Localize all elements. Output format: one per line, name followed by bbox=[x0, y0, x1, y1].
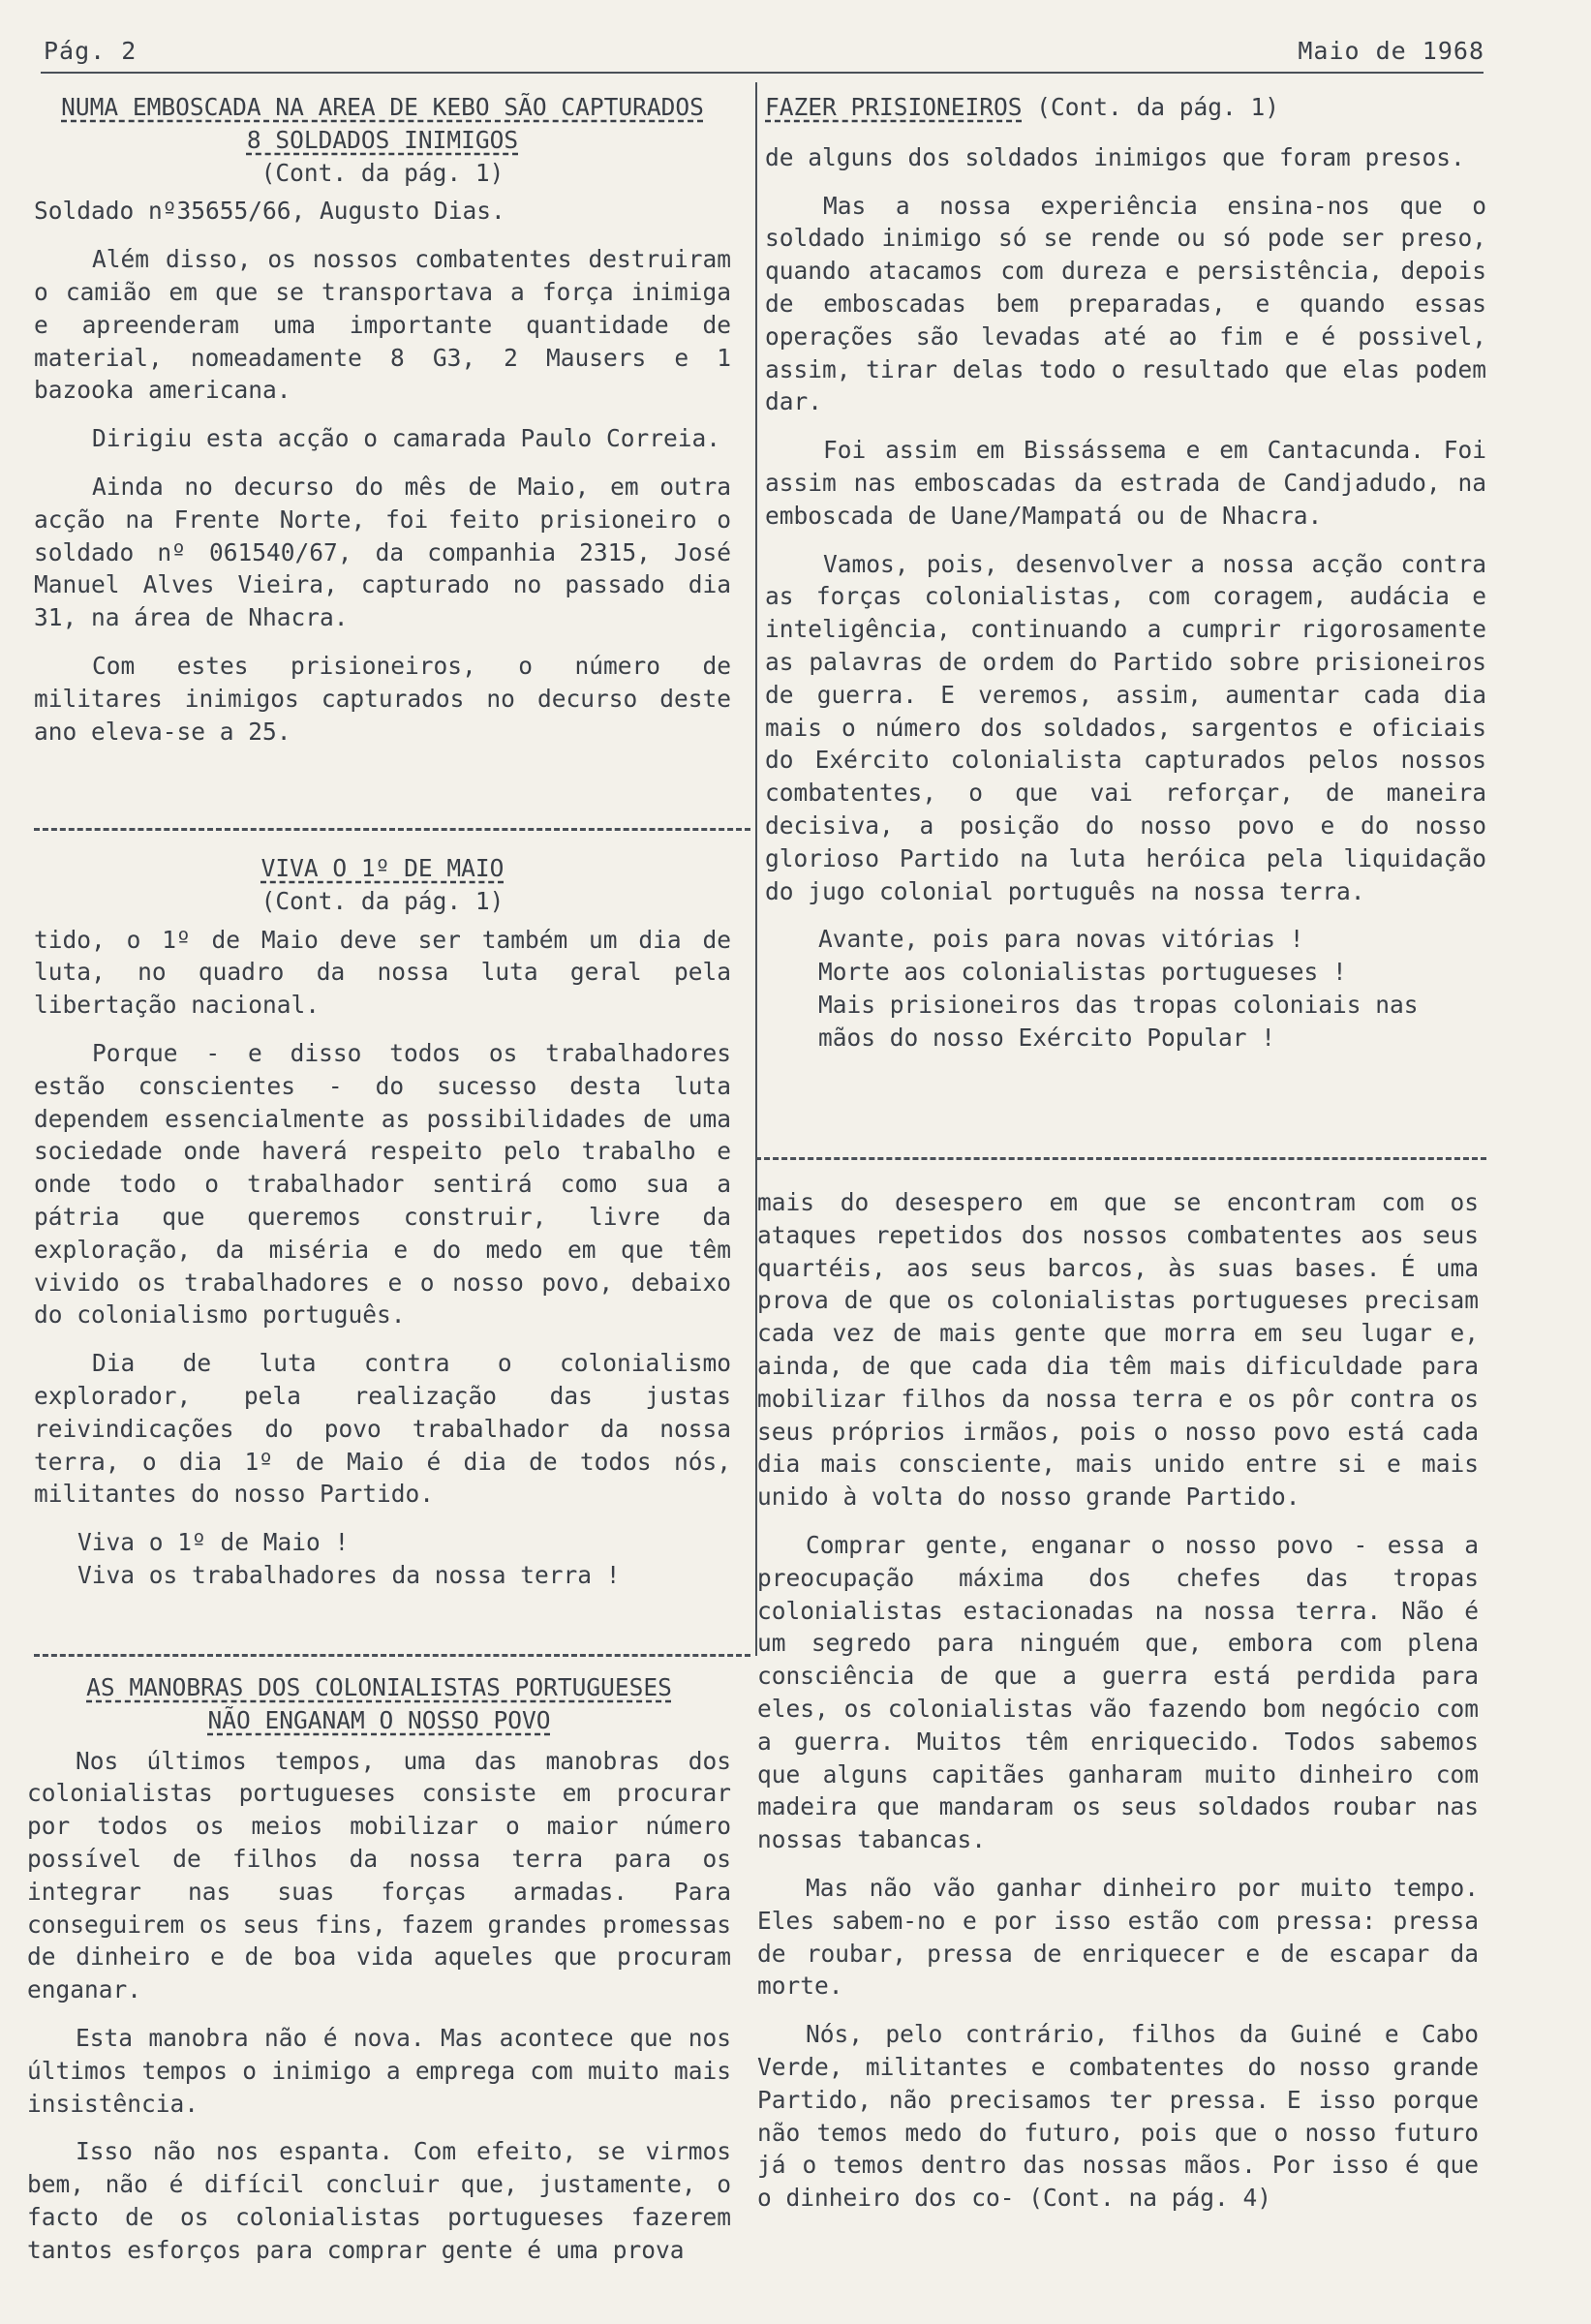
article-manobras bbox=[27, 1671, 731, 2282]
slogan-line: mãos do nosso Exército Popular ! bbox=[818, 1023, 1276, 1052]
article-paragraph: Nós, pelo contrário, filhos da Guiné e Cabo Verde, militantes e combatentes do nosso grande Partido, não precisamos ter pressa. E isso porque não temos medo do futuro, pois que o nosso futuro já o temos dentro das nossas mãos. Por isso é que o dinheiro dos co- (Cont. na pág. 4) bbox=[757, 2020, 1479, 2213]
continuation-note: (Cont. da pág. 1) bbox=[1036, 93, 1280, 121]
article-paragraph: Dia de luta contra o colonialismo explorador, pela realização das justas reivindicações do povo trabalhador da nossa terra, o dia 1º de Maio é dia de todos nós, militantes do nosso Partido. bbox=[34, 1349, 731, 1509]
section-divider bbox=[34, 828, 750, 831]
article-paragraph: Mas não vão ganhar dinheiro por muito tempo. Eles sabem-no e por isso estão com pressa: pressa de roubar, pressa de enriquecer e de escapar da morte. bbox=[757, 1873, 1479, 2001]
article-paragraph: Dirigiu esta acção o camarada Paulo Correia. bbox=[92, 424, 721, 453]
slogan-line: Viva os trabalhadores da nossa terra ! bbox=[77, 1560, 621, 1589]
article-headline bbox=[765, 91, 1486, 124]
article-paragraph: Ainda no decurso do mês de Maio, em outra acção na Frente Norte, foi feito prisioneiro o soldado nº 061540/67, da companhia 2315, José Manuel Alves Vieira, capturado no passado dia 31, na área de Nhacra. bbox=[34, 472, 731, 632]
closing-slogans bbox=[818, 923, 1486, 1054]
article-fazer-prisioneiros bbox=[765, 91, 1486, 1055]
header-rule bbox=[41, 72, 1484, 74]
article-paragraph: Comprar gente, enganar o nosso povo - essa a preocupação máxima dos chefes das tropas colonialistas estacionadas na nossa terra. Não é um segredo para ninguém que, embora com plena consciência de que a guerra está perdida para eles, os colonialistas vão fazendo bom negócio com a guerra. Muitos têm enriquecido. Todos sabemos que alguns capitães ganharam muito dinheiro com madeira que mandaram os seus soldados roubar nas nossas tabancas. bbox=[757, 1530, 1479, 1854]
article-headline: VIVA O 1º DE MAIO bbox=[260, 854, 505, 882]
article-paragraph: Vamos, pois, desenvolver a nossa acção contra as forças colonialistas, com coragem, audácia e inteligência, continuando a cumprir rigorosamente as palavras de ordem do Partido sobre prisioneiros de guerra. E veremos, assim, aumentar cada dia mais o número dos soldados, sargentos e oficiais do Exército colonialista capturados pelos nossos combatentes, o que vai reforçar, de maneira decisiva, a posição do nosso povo e do nosso glorioso Partido na luta heróica pela liquidação do jugo colonial português na nossa terra. bbox=[765, 549, 1486, 905]
article-paragraph: tido, o 1º de Maio deve ser também um dia de luta, no quadro da nossa luta geral pela libertação nacional. bbox=[34, 925, 731, 1020]
article-paragraph: Mas a nossa experiência ensina-nos que o soldado inimigo só se rende ou só pode ser preso, quando atacamos com dureza e persistência, depois de emboscadas bem preparadas, e quando essas operações são levadas até ao fim e é possivel, assim, tirar delas todo o resultado que elas podem dar. bbox=[765, 191, 1486, 416]
article-headline-line2: 8 SOLDADOS INIMIGOS bbox=[246, 125, 519, 154]
closing-slogans bbox=[77, 1526, 731, 1592]
article-headline-line2: NÃO ENGANAM O NOSSO POVO bbox=[207, 1705, 551, 1734]
slogan-line: Mais prisioneiros das tropas coloniais nas bbox=[818, 990, 1419, 1019]
article-paragraph: Soldado nº35655/66, Augusto Dias. bbox=[34, 197, 505, 226]
article-headline-line1: NUMA EMBOSCADA NA AREA DE KEBO SÃO CAPTURADOS bbox=[61, 93, 704, 121]
slogan-line: Viva o 1º de Maio ! bbox=[77, 1528, 350, 1557]
article-manobras-continued bbox=[757, 1186, 1479, 2230]
headline-text: FAZER PRISIONEIROS bbox=[765, 93, 1023, 121]
article-paragraph: Isso não nos espanta. Com efeito, se virmos bem, não é difícil concluir que, justamente, o facto de os colonialistas portugueses fazerem tantos esforços para comprar gente é uma prova bbox=[27, 2137, 731, 2264]
section-divider bbox=[34, 1654, 750, 1657]
article-paragraph: mais do desespero em que se encontram com os ataques repetidos dos nossos combatentes aos seus quartéis, aos seus barcos, às suas bases. É uma prova de que os colonialistas portugueses precisam cada vez de mais gente que morra em seu lugar e, ainda, de que cada dia têm mais dificuldade para mobilizar filhos da nossa terra e os pôr contra os seus próprios irmãos, pois o nosso povo está cada dia mais consciente, mais unido entre si e mais unido à volta do nosso grande Partido. bbox=[757, 1188, 1479, 1512]
article-kebo bbox=[34, 91, 731, 763]
article-primeiro-de-maio bbox=[34, 852, 731, 1592]
slogan-line: Morte aos colonialistas portugueses ! bbox=[818, 958, 1347, 987]
slogan-line: Avante, pois para novas vitórias ! bbox=[818, 925, 1304, 954]
section-divider bbox=[755, 1157, 1486, 1160]
article-paragraph: Com estes prisioneiros, o número de militares inimigos capturados no decurso deste ano eleva-se a 25. bbox=[34, 651, 731, 746]
article-paragraph: Foi assim em Bissássema e em Cantacunda. Foi assim nas emboscadas da estrada de Candjadudo, na emboscada de Uane/Mampatá ou de Nhacra. bbox=[765, 436, 1486, 530]
article-paragraph: Além disso, os nossos combatentes destruiram o camião em que se transportava a força inimiga e apreenderam uma importante quantidade de material, nomeadamente 8 G3, 2 Mausers e 1 bazooka americana. bbox=[34, 245, 731, 405]
continuation-note: (Cont. da pág. 1) bbox=[260, 158, 505, 187]
article-paragraph: Nos últimos tempos, uma das manobras dos colonialistas portugueses consiste em procurar por todos os meios mobilizar o maior número possível de filhos da nossa terra para os integrar nas suas forças armadas. Para conseguirem os seus fins, fazem grandes promessas de dinheiro e de boa vida aqueles que procuram enganar. bbox=[27, 1746, 731, 2004]
continuation-note: (Cont. da pág. 1) bbox=[260, 886, 505, 915]
article-paragraph: Esta manobra não é nova. Mas acontece que nos últimos tempos o inimigo a emprega com muito mais insistência. bbox=[27, 2023, 731, 2118]
issue-date: Maio de 1968 bbox=[1298, 37, 1484, 65]
article-headline-line1: AS MANOBRAS DOS COLONIALISTAS PORTUGUESES bbox=[86, 1673, 672, 1701]
article-paragraph: Porque - e disso todos os trabalhadores estão conscientes - do sucesso desta luta dependem essencialmente as possibilidades de uma sociedade onde haverá respeito pelo trabalho e onde todo o trabalhador sentirá como sua a pátria que queremos construir, livre da exploração, da miséria e do medo em que têm vivido os trabalhadores e o nosso povo, debaixo do colonialismo português. bbox=[34, 1038, 731, 1330]
page-number: Pág. 2 bbox=[44, 37, 138, 65]
article-paragraph: de alguns dos soldados inimigos que foram presos. bbox=[765, 142, 1465, 171]
